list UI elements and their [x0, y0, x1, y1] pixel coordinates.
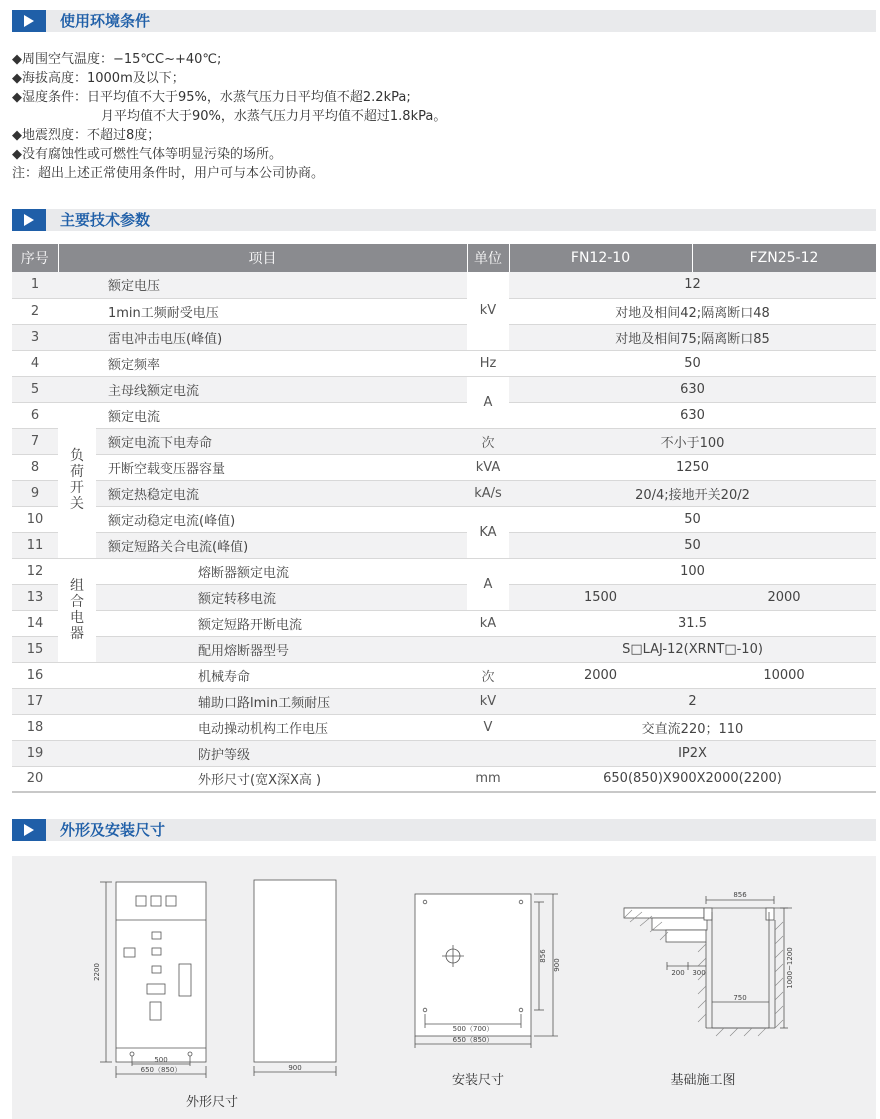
condition-humidity-day: ◆湿度条件：日平均值不大于95%，水蒸气压力日平均值不超2.2kPa; [12, 90, 411, 105]
table-row [12, 506, 876, 532]
row-value-fzn25: 2000 [692, 584, 876, 610]
row-value: 20/4;接地开关20/2 [509, 480, 876, 506]
row-item: 外形尺寸(宽X深X高 ) [58, 766, 467, 792]
row-value-fn12: 2000 [509, 662, 692, 688]
outline-caption: 外形尺寸 [185, 1095, 239, 1110]
row-unit [467, 740, 509, 766]
row-no: 3 [12, 324, 58, 350]
row-no: 5 [12, 376, 58, 402]
table-row [12, 662, 876, 688]
row-no: 9 [12, 480, 58, 506]
row-no: 10 [12, 506, 58, 532]
section-header-params [12, 209, 876, 231]
table-row [12, 740, 876, 766]
row-item: 辅助口路lmin工频耐压 [58, 688, 467, 714]
spec-table-header [12, 244, 876, 272]
condition-temperature: ◆周围空气温度：−15℃C~+40℃; [12, 52, 222, 67]
row-value: 630 [509, 376, 876, 402]
row-no: 19 [12, 740, 58, 766]
header-unit: 单位 [467, 244, 509, 272]
outline-side-view [254, 880, 336, 1076]
row-value-fzn25: 10000 [692, 662, 876, 688]
row-item: 机械寿命 [58, 662, 467, 688]
row-item: 开断空载变压器容量 [96, 454, 467, 480]
row-value: 对地及相间42;隔离断口48 [509, 298, 876, 324]
row-value: 630 [509, 402, 876, 428]
row-item: 电动操动机构工作电压 [58, 714, 467, 740]
install-caption: 安装尺寸 [451, 1073, 505, 1088]
row-value: 不小于100 [509, 428, 876, 454]
outline-inner-width-label: 500 [154, 1056, 168, 1064]
row-unit: kV [467, 688, 509, 714]
table-row [12, 714, 876, 740]
row-no: 14 [12, 610, 58, 636]
header-fn12: FN12-10 [509, 244, 692, 272]
table-row [12, 376, 876, 402]
row-no: 17 [12, 688, 58, 714]
row-no: 13 [12, 584, 58, 610]
row-value: 12 [509, 272, 876, 298]
table-row [12, 584, 876, 610]
play-arrow-icon [12, 10, 46, 32]
condition-humidity-month: 月平均值不大于90%，水蒸气压力月平均值不超过1.8kPa。 [101, 109, 447, 124]
foundation-caption: 基础施工图 [670, 1073, 736, 1088]
row-item: 雷电冲击电压(峰值) [58, 324, 467, 350]
header-item: 项目 [58, 244, 467, 272]
foundation-step-b-label: 300 [692, 969, 706, 977]
table-row [12, 428, 876, 454]
section-header-env [12, 10, 876, 32]
row-no: 7 [12, 428, 58, 454]
outline-front-view [100, 882, 206, 1078]
table-row [12, 402, 876, 428]
row-no: 2 [12, 298, 58, 324]
row-value: IP2X [509, 740, 876, 766]
row-no: 12 [12, 558, 58, 584]
table-row [12, 298, 876, 324]
outline-depth-label: 900 [288, 1064, 302, 1072]
row-value: 50 [509, 532, 876, 558]
row-value: 100 [509, 558, 876, 584]
table-row [12, 272, 876, 298]
row-value: 对地及相间75;隔离断口85 [509, 324, 876, 350]
row-unit: 次 [467, 662, 509, 688]
row-unit: kV [467, 272, 509, 350]
row-item: 1min工频耐受电压 [58, 298, 467, 324]
drawings-panel [12, 856, 876, 1119]
group-label-combo: 组合电器 [58, 558, 96, 662]
row-unit: KA [467, 506, 509, 558]
row-value: 31.5 [509, 610, 876, 636]
row-no: 8 [12, 454, 58, 480]
spec-table [12, 244, 877, 793]
table-row [12, 688, 876, 714]
section-title-env: 使用环境条件 [60, 12, 151, 30]
row-no: 20 [12, 766, 58, 792]
row-value: 1250 [509, 454, 876, 480]
row-item: 配用熔断器型号 [96, 636, 467, 662]
play-arrow-icon [12, 819, 46, 841]
row-value: 50 [509, 350, 876, 376]
outline-outer-width-label: 650（850） [140, 1066, 182, 1074]
row-item: 额定频率 [58, 350, 467, 376]
foundation-top-width-label: 856 [733, 891, 747, 899]
drawings-svg [12, 856, 876, 1119]
condition-altitude: ◆海拔高度：1000m及以下； [12, 71, 185, 86]
header-no: 序号 [12, 244, 58, 272]
row-item: 防护等级 [58, 740, 467, 766]
install-inner-depth-label: 856 [539, 949, 547, 963]
row-no: 18 [12, 714, 58, 740]
condition-note: 注：超出上述正常使用条件时，用户可与本公司协商。 [12, 166, 325, 181]
install-inner-width-label: 500（700） [452, 1025, 494, 1033]
table-row [12, 454, 876, 480]
section-title-dims: 外形及安装尺寸 [60, 821, 166, 839]
outline-height-label: 2200 [93, 963, 101, 981]
row-no: 4 [12, 350, 58, 376]
foundation-view [624, 896, 792, 1028]
row-value: 50 [509, 506, 876, 532]
condition-pollution: ◆没有腐蚀性或可燃性气体等明显污染的场所。 [12, 147, 282, 162]
row-item: 熔断器额定电流 [96, 558, 467, 584]
install-outer-depth-label: 900 [553, 958, 561, 972]
header-fzn25: FZN25-12 [692, 244, 876, 272]
foundation-bottom-width-label: 750 [733, 994, 747, 1002]
row-value: 650(850)X900X2000(2200) [509, 766, 876, 792]
row-item: 额定短路关合电流(峰值) [96, 532, 467, 558]
table-row [12, 480, 876, 506]
table-row [12, 610, 876, 636]
row-unit: Hz [467, 350, 509, 376]
row-unit: 次 [467, 428, 509, 454]
group-label-load-switch: 负荷开关 [58, 402, 96, 558]
row-unit: A [467, 558, 509, 610]
install-outer-width-label: 650（850） [452, 1036, 494, 1044]
row-item: 额定热稳定电流 [96, 480, 467, 506]
table-row [12, 636, 876, 662]
row-item: 主母线额定电流 [58, 376, 467, 402]
row-unit: mm [467, 766, 509, 792]
row-no: 16 [12, 662, 58, 688]
row-no: 1 [12, 272, 58, 298]
row-unit: V [467, 714, 509, 740]
table-row [12, 558, 876, 584]
row-value-fn12: 1500 [509, 584, 692, 610]
row-no: 6 [12, 402, 58, 428]
row-unit: kVA [467, 454, 509, 480]
row-item: 额定转移电流 [96, 584, 467, 610]
row-value: 交直流220；110 [509, 714, 876, 740]
row-unit [467, 636, 509, 662]
row-value: S□LAJ-12(XRNT□-10) [509, 636, 876, 662]
foundation-step-a-label: 200 [671, 969, 685, 977]
row-unit: kA/s [467, 480, 509, 506]
table-row [12, 324, 876, 350]
section-title-params: 主要技术参数 [60, 211, 151, 229]
conditions-list [12, 50, 446, 183]
play-arrow-icon [12, 209, 46, 231]
table-row [12, 532, 876, 558]
section-header-dims [12, 819, 876, 841]
row-unit: A [467, 376, 509, 428]
row-item: 额定短路开断电流 [96, 610, 467, 636]
row-unit: kA [467, 610, 509, 636]
foundation-depth-label: 1000~1200 [786, 947, 794, 989]
row-no: 11 [12, 532, 58, 558]
table-row [12, 350, 876, 376]
row-item: 额定动稳定电流(峰值) [96, 506, 467, 532]
condition-seismic: ◆地震烈度：不超过8度； [12, 128, 161, 143]
row-item: 额定电流 [96, 402, 467, 428]
row-value: 2 [509, 688, 876, 714]
row-no: 15 [12, 636, 58, 662]
row-item: 额定电压 [58, 272, 467, 298]
row-item: 额定电流下电寿命 [96, 428, 467, 454]
table-row [12, 766, 876, 792]
